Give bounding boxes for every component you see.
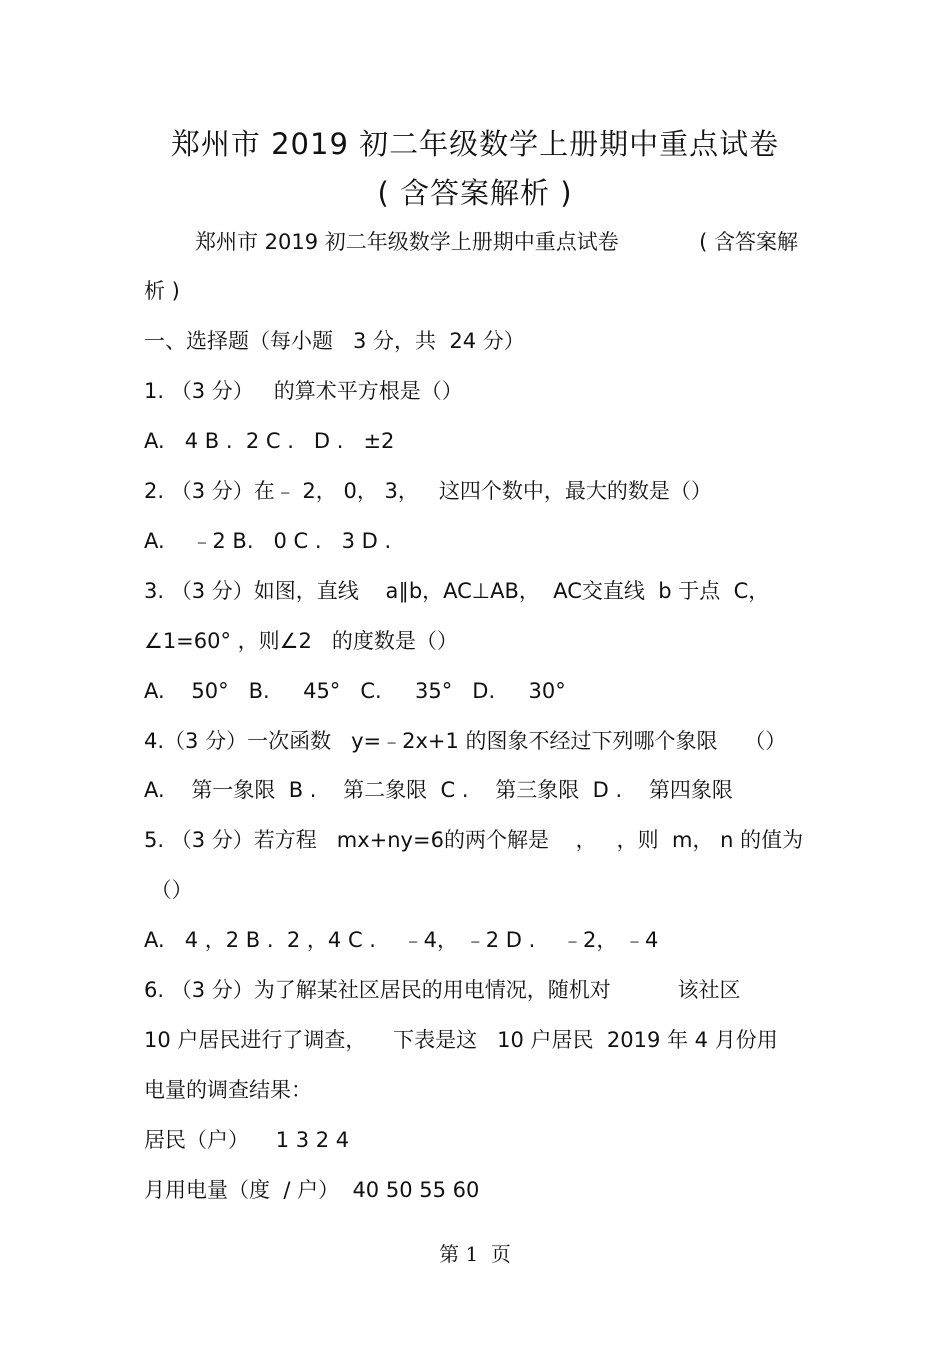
question-2-options: A. ﹣2 B. 0 C . 3 D . [144,529,392,553]
question-4-options: A. 第一象限 B . 第二象限 C . 第三象限 D . 第四象限 [144,778,733,802]
intro-line-1-tail: ( 含答案解 [699,230,798,254]
question-4-stem: 4.（3 分）一次函数 y=﹣2x+1 的图象不经过下列哪个象限 （） [144,729,787,753]
question-5-stem-line-1: 5. （3 分）若方程 mx+ny=6的两个解是 ， ，则 m， n 的值为 [144,828,804,852]
page-number: 第 1 页 [439,1242,511,1266]
table-row-residents: 居民（户） 1 3 2 4 [144,1128,350,1152]
intro-line-2: 析 ) [144,279,180,303]
question-3-options: A. 50° B. 45° C. 35° D. 30° [144,679,566,703]
question-6-stem-line-1: 6. （3 分）为了解某社区居民的用电情况，随机对 该社区 [144,978,741,1002]
document-title: 郑州市 2019 初二年级数学上册期中重点试卷 [170,127,780,161]
question-6-stem-line-3: 电量的调查结果： [144,1078,312,1102]
question-3-stem-line-2: ∠1=60° ，则∠2 的度数是（） [144,629,458,653]
intro-line-1: 郑州市 2019 初二年级数学上册期中重点试卷 [195,230,619,254]
question-2-stem: 2. （3 分）在﹣ 2， 0， 3， 这四个数中，最大的数是（） [144,479,712,503]
question-5-stem-line-2: （） [144,878,193,902]
section-heading: 一、选择题（每小题 3 分，共 24 分） [144,329,525,353]
document-subtitle: ( 含答案解析 ) [377,176,573,210]
question-1-stem: 1. （3 分） 的算术平方根是（） [144,379,463,403]
question-5-options: A. 4 ，2 B . 2 ，4 C . ﹣4， ﹣2 D . ﹣2， ﹣4 [144,928,659,952]
question-3-stem-line-1: 3. （3 分）如图，直线 a∥b，AC⊥AB， AC交直线 b 于点 C， [144,579,770,603]
question-1-options: A. 4 B . 2 C . D . ±2 [144,429,395,453]
table-row-usage: 月用电量（度 / 户） 40 50 55 60 [144,1178,480,1202]
question-6-stem-line-2: 10 户居民进行了调查， 下表是这 10 户居民 2019 年 4 月份用 [144,1028,778,1052]
